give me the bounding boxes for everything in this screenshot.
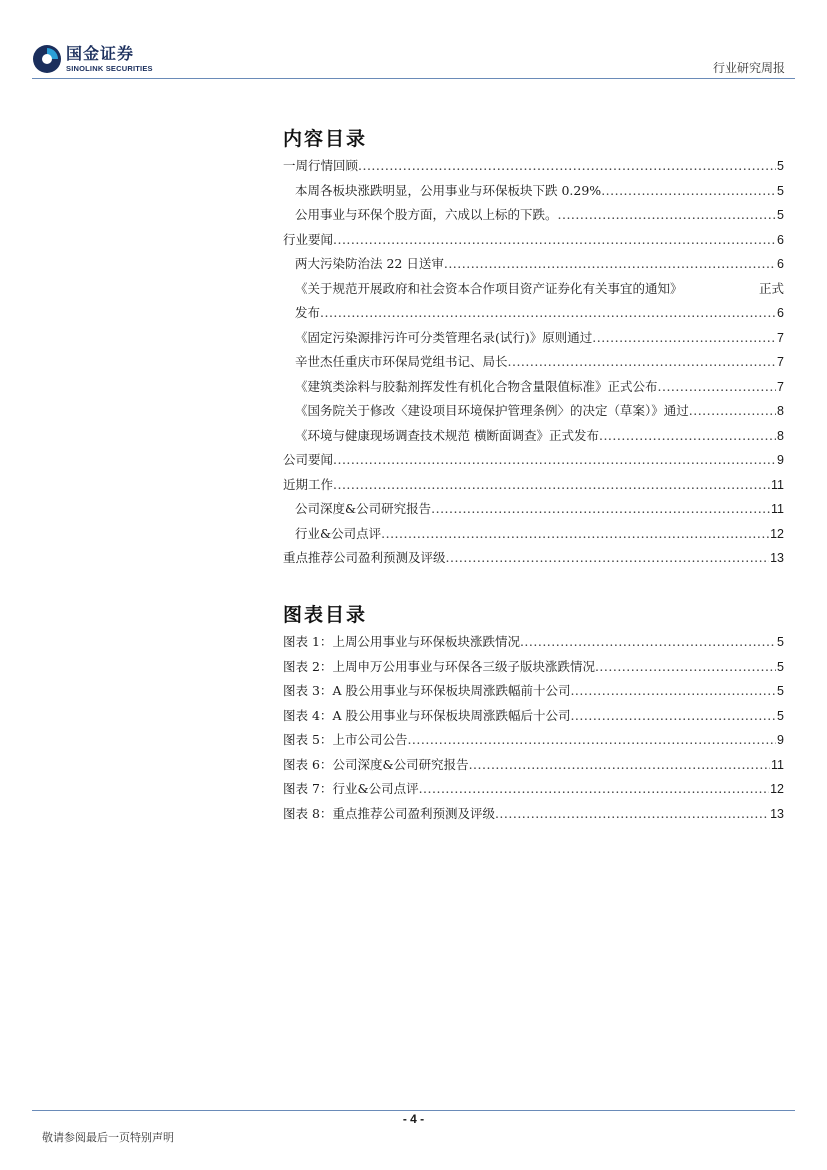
figure-item[interactable]: 图表 8：重点推荐公司盈利预测及评级 ..... 13: [283, 804, 784, 829]
figures-list: [283, 632, 784, 828]
contents-list: [283, 156, 784, 573]
toc-item[interactable]: 一周行情回顾 ..... 5: [283, 156, 784, 181]
toc-item[interactable]: 重点推荐公司盈利预测及评级 ..... 13: [283, 548, 784, 573]
figure-item[interactable]: 图表 3：A 股公用事业与环保板块周涨跌幅前十公司 ..... 5: [283, 681, 784, 706]
toc-item[interactable]: 公司要闻 ..... 9: [283, 450, 784, 475]
toc-item[interactable]: 《固定污染源排污许可分类管理名录(试行)》原则通过 ..... 7: [283, 328, 784, 353]
logo-chinese-name: 国金证券: [66, 43, 135, 63]
company-logo: [32, 44, 153, 74]
toc-item-wrapped-line[interactable]: 《关于规范开展政府和社会资本合作项目资产证券化有关事宜的通知》 正式: [295, 280, 784, 296]
toc-item[interactable]: 发布 ..... 6: [283, 303, 784, 328]
logo-english-name: SINOLINK SECURITIES: [66, 63, 153, 73]
figure-item[interactable]: 图表 7：行业&公司点评 ..... 12: [283, 779, 784, 804]
toc-item[interactable]: 公司深度&公司研究报告 ..... 11: [283, 499, 784, 524]
document-type: 行业研究周报: [712, 61, 785, 75]
toc-item[interactable]: 近期工作 ..... 11: [283, 475, 784, 500]
footer-divider: [32, 1110, 795, 1111]
figure-item[interactable]: 图表 4：A 股公用事业与环保板块周涨跌幅后十公司 ..... 5: [283, 706, 784, 731]
figure-item[interactable]: 图表 5：上市公司公告 ..... 9: [283, 730, 784, 755]
figure-item[interactable]: 图表 1：上周公用事业与环保板块涨跌情况 ..... 5: [283, 632, 784, 657]
toc-item[interactable]: 《国务院关于修改〈建设项目环境保护管理条例〉的决定（草案）》通过 ..... 8: [283, 401, 784, 426]
figure-item[interactable]: 图表 2：上周申万公用事业与环保各三级子版块涨跌情况 ..... 5: [283, 657, 784, 682]
toc-item[interactable]: 公用事业与环保个股方面，六成以上标的下跌。 ..... 5: [283, 205, 784, 230]
page-number: - 4 -: [402, 1112, 425, 1126]
disclaimer-note: 敬请参阅最后一页特别声明: [42, 1131, 174, 1144]
toc-item[interactable]: 两大污染防治法 22 日送审 ..... 6: [283, 254, 784, 279]
page-header: [0, 0, 827, 80]
toc-item[interactable]: 行业&公司点评 ..... 12: [283, 524, 784, 549]
figures-title: 图表目录: [283, 604, 368, 626]
contents-title: 内容目录: [283, 128, 368, 150]
toc-item[interactable]: 本周各板块涨跌明显，公用事业与环保板块下跌 0.29% ..... 5: [283, 181, 784, 206]
header-divider: [32, 78, 795, 79]
toc-item[interactable]: 行业要闻 ..... 6: [283, 230, 784, 255]
toc-item[interactable]: 辛世杰任重庆市环保局党组书记、局长 ..... 7: [283, 352, 784, 377]
toc-item[interactable]: 《环境与健康现场调查技术规范 横断面调查》正式发布 ..... 8: [283, 426, 784, 451]
figure-item[interactable]: 图表 6：公司深度&公司研究报告 ..... 11: [283, 755, 784, 780]
toc-item[interactable]: 《建筑类涂料与胶黏剂挥发性有机化合物含量限值标准》正式公布 ..... 7: [283, 377, 784, 402]
sinolink-logo-icon: [32, 44, 62, 74]
